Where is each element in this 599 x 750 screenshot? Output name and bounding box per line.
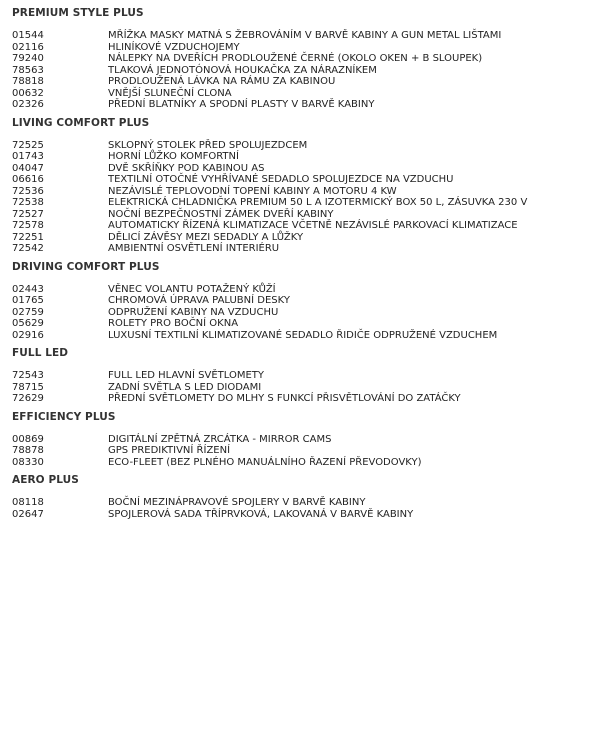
item-code: 01743	[12, 151, 44, 162]
item-code: 02916	[12, 329, 44, 341]
item-code: 72543	[12, 370, 44, 381]
section-1	[12, 117, 592, 255]
list-item	[12, 186, 592, 198]
item-description: PŘEDNÍ SVĚTLOMETY DO MLHY S FUNKCÍ PŘISVĚTLOVÁNÍ DO ZATÁČKY	[108, 393, 461, 404]
item-description: TLAKOVÁ JEDNOTÓNOVÁ HOUKAČKA ZA NÁRAZNÍKEM	[108, 64, 377, 76]
item-code: 00632	[12, 87, 44, 99]
section-title: FULL LED	[12, 347, 69, 359]
item-code: 78818	[12, 76, 44, 87]
section-5	[12, 474, 592, 520]
list-item	[12, 307, 592, 319]
item-description: PŘEDNÍ BLATNÍKY A SPODNÍ PLASTY V BARVĚ KABINY	[108, 99, 375, 110]
list-item	[12, 65, 592, 77]
list-item	[12, 382, 592, 394]
list-item	[12, 99, 592, 111]
item-description: NEZÁVISLÉ TEPLOVODNÍ TOPENÍ KABINY A MOTORU 4 KW	[108, 185, 397, 197]
item-code: 72578	[12, 220, 44, 231]
item-code: 79240	[12, 53, 44, 64]
list-item	[12, 220, 592, 232]
item-list	[12, 30, 592, 111]
item-list	[12, 497, 592, 520]
item-code: 01544	[12, 30, 44, 41]
list-item	[12, 174, 592, 186]
list-item	[12, 497, 592, 509]
item-code: 02326	[12, 99, 44, 110]
section-title: EFFICIENCY PLUS	[12, 410, 116, 423]
section-title: AERO PLUS	[12, 474, 79, 486]
item-description: CHROMOVÁ ÚPRAVA PALUBNÍ DESKY	[108, 295, 290, 306]
item-description: NOČNÍ BEZPEČNOSTNÍ ZÁMEK DVEŘÍ KABINY	[108, 208, 334, 220]
list-item	[12, 457, 592, 469]
list-item	[12, 434, 592, 446]
section-2	[12, 261, 592, 342]
item-code: 78878	[12, 445, 44, 456]
item-code: 06616	[12, 174, 44, 185]
item-code: 78563	[12, 64, 44, 76]
item-description: BOČNÍ MEZINÁPRAVOVÉ SPOJLERY V BARVĚ KABINY	[108, 497, 366, 508]
item-code: 00869	[12, 433, 44, 445]
item-description: ROLETY PRO BOČNÍ OKNA	[108, 318, 239, 329]
list-item	[12, 30, 592, 42]
item-description: TEXTILNÍ OTOČNÉ VYHŘÍVANÉ SEDADLO SPOLUJEZDCE NA VZDUCHU	[108, 174, 454, 185]
item-code: 08330	[12, 456, 44, 468]
item-list	[12, 434, 592, 469]
item-description: HLINÍKOVÉ VZDUCHOJEMY	[108, 41, 240, 53]
equipment-list	[12, 7, 592, 526]
list-item	[12, 330, 592, 342]
list-item	[12, 140, 592, 152]
item-code: 72527	[12, 208, 44, 220]
item-description: AUTOMATICKY ŘÍZENÁ KLIMATIZACE VČETNĚ NEZÁVISLÉ PARKOVACÍ KLIMATIZACE	[108, 220, 518, 231]
item-list	[12, 370, 592, 405]
item-description: PRODLOUŽENÁ LÁVKA NA RÁMU ZA KABINOU	[108, 76, 336, 87]
item-code: 72536	[12, 185, 44, 197]
list-item	[12, 76, 592, 88]
list-item	[12, 284, 592, 296]
item-description: DIGITÁLNÍ ZPĚTNÁ ZRCÁTKA - MIRROR CAMS	[108, 433, 332, 445]
item-description: ECO-FLEET (BEZ PLNÉHO MANUÁLNÍHO ŘAZENÍ PŘEVODOVKY)	[108, 456, 422, 468]
item-description: ZADNÍ SVĚTLA S LED DIODAMI	[108, 381, 262, 393]
item-code: 08118	[12, 497, 44, 508]
item-code: 72629	[12, 393, 44, 404]
item-code: 72525	[12, 139, 44, 151]
section-title: LIVING COMFORT PLUS	[12, 116, 150, 129]
item-description: SPOJLEROVÁ SADA TŘÍPRVKOVÁ, LAKOVANÁ V BARVĚ KABINY	[108, 508, 414, 520]
item-description: DĚLICÍ ZÁVĚSY MEZI SEDADLY A LŮŽKY	[108, 231, 304, 243]
list-item	[12, 209, 592, 221]
item-description: NÁLEPKY NA DVEŘÍCH PRODLOUŽENÉ ČERNÉ (OKOLO OKEN + B SLOUPEK)	[108, 53, 483, 64]
item-code: 02759	[12, 306, 44, 318]
list-item	[12, 232, 592, 244]
list-item	[12, 370, 592, 382]
item-list	[12, 140, 592, 255]
item-code: 05629	[12, 318, 44, 329]
item-description: SKLOPNÝ STOLEK PŘED SPOLUJEZDCEM	[108, 139, 308, 151]
section-title: DRIVING COMFORT PLUS	[12, 260, 160, 273]
item-description: VNĚJŠÍ SLUNEČNÍ CLONA	[108, 87, 232, 99]
list-item	[12, 295, 592, 307]
item-description: DVĚ SKŘÍŇKY POD KABINOU AS	[108, 162, 265, 174]
item-code: 02116	[12, 41, 44, 53]
item-description: HORNÍ LŮŽKO KOMFORTNÍ	[108, 151, 239, 162]
item-code: 72251	[12, 231, 44, 243]
item-description: FULL LED HLAVNÍ SVĚTLOMETY	[108, 370, 264, 381]
list-item	[12, 151, 592, 163]
item-description: GPS PREDIKTIVNÍ ŘÍZENÍ	[108, 445, 231, 456]
section-3	[12, 347, 592, 405]
list-item	[12, 197, 592, 209]
item-code: 04047	[12, 162, 44, 174]
section-4	[12, 411, 592, 469]
item-code: 72542	[12, 243, 44, 254]
section-0	[12, 7, 592, 111]
list-item	[12, 163, 592, 175]
list-item	[12, 53, 592, 65]
list-item	[12, 445, 592, 457]
item-description: MŘÍŽKA MASKY MATNÁ S ŽEBROVÁNÍM V BARVĚ KABINY A GUN METAL LIŠTAMI	[108, 30, 502, 41]
item-code: 01765	[12, 295, 44, 306]
item-code: 78715	[12, 381, 44, 393]
list-item	[12, 88, 592, 100]
item-description: ELEKTRICKÁ CHLADNIČKA PREMIUM 50 L A IZOTERMICKÝ BOX 50 L, ZÁSUVKA 230 V	[108, 197, 528, 208]
item-description: AMBIENTNÍ OSVĚTLENÍ INTERIÉRU	[108, 243, 280, 254]
list-item	[12, 393, 592, 405]
item-description: ODPRUŽENÍ KABINY NA VZDUCHU	[108, 306, 279, 318]
item-code: 02647	[12, 508, 44, 520]
list-item	[12, 509, 592, 521]
section-title: PREMIUM STYLE PLUS	[12, 7, 144, 19]
item-description: LUXUSNÍ TEXTILNÍ KLIMATIZOVANÉ SEDADLO ŘIDIČE ODPRUŽENÉ VZDUCHEM	[108, 329, 498, 341]
list-item	[12, 243, 592, 255]
item-description: VĚNEC VOLANTU POTAŽENÝ KŮŽÍ	[108, 283, 276, 295]
list-item	[12, 318, 592, 330]
item-list	[12, 284, 592, 342]
item-code: 72538	[12, 197, 44, 208]
item-code: 02443	[12, 283, 44, 295]
list-item	[12, 42, 592, 54]
